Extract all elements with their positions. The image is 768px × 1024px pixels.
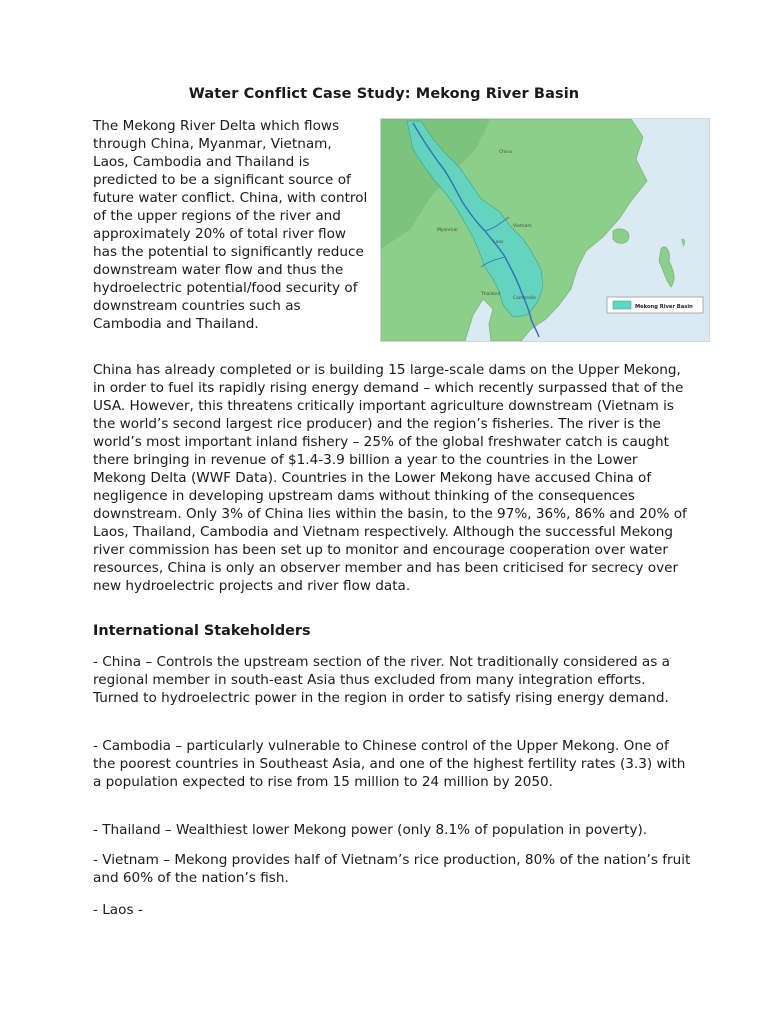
stakeholder-thailand: - Thailand – Wealthiest lower Mekong power (only 8.1% of population in poverty). [93,822,648,838]
legend-swatch [613,301,631,309]
map-label-vietnam: Vietnam [513,224,532,229]
map-label-myanmar: Myanmar [437,228,459,233]
map-island-hainan [613,229,629,243]
intro-paragraph: The Mekong River Delta which flows through China, Myanmar, Vietnam, Laos, Cambodia and Thailand is predicted to be a significant source of future water conflict. China, with control of the upper regions of the river and approximately 20% of total river flow has the potential to significantly reduce downstream water flow and thus the hydroelectric potential/food security of downstream countries such as Cambodia and Thailand. [93,118,368,332]
map-label-cambodia: Cambodia [513,296,536,301]
body-paragraph-dams: China has already completed or is building 15 large-scale dams on the Upper Mekong, in order to fuel its rapidly rising energy demand – which recently surpassed that of the USA. However, this threatens critically important agriculture downstream (Vietnam is the world’s second largest rice producer) and the region’s fisheries. The river is the world’s most important inland fishery – 25% of the global freshwater catch is caught there bringing in revenue of $1.4-3.9 billion a year to the countries in the Lower Mekong Delta (WWF Data). Countries in the Lower Mekong have accused China of negligence in developing upstream dams without thinking of the consequences downstream. Only 3% of China lies within the basin, to the 97%, 36%, 86% and 20% of Laos, Thailand, Cambodia and Vietnam respectively. Although the successful Mekong river commission has been set up to monitor and encourage cooperation over water resources, China is only an observer member and has been criticised for secrecy over new hydroelectric projects and river flow data. [93,362,687,594]
map-label-thailand: Thailand [481,292,501,297]
stakeholder-cambodia: - Cambodia – particularly vulnerable to Chinese control of the Upper Mekong. One of the poorest countries in Southeast Asia, and one of the highest fertility rates (3.3) with a population expected to rise from 15 million to 24 million by 2050. [93,738,686,790]
map-label-laos: Laos [493,240,504,245]
page-title: Water Conflict Case Study: Mekong River Basin [188,86,580,102]
stakeholder-vietnam: - Vietnam – Mekong provides half of Vietnam’s rice production, 80% of the nation’s fruit and 60% of the nation’s fish. [93,852,691,886]
legend-label: Mekong River Basin [635,304,693,310]
map-legend [607,297,703,313]
stakeholder-laos: - Laos - [93,902,143,918]
section-heading-stakeholders: International Stakeholders [93,623,311,639]
mekong-basin-map [380,118,710,342]
map-label-china: China [499,150,512,155]
stakeholder-china: - China – Controls the upstream section of the river. Not traditionally considered as a regional member in south-east Asia thus excluded from many integration efforts. Turned to hydroelectric power in the region in order to satisfy rising energy demand. [93,654,670,706]
